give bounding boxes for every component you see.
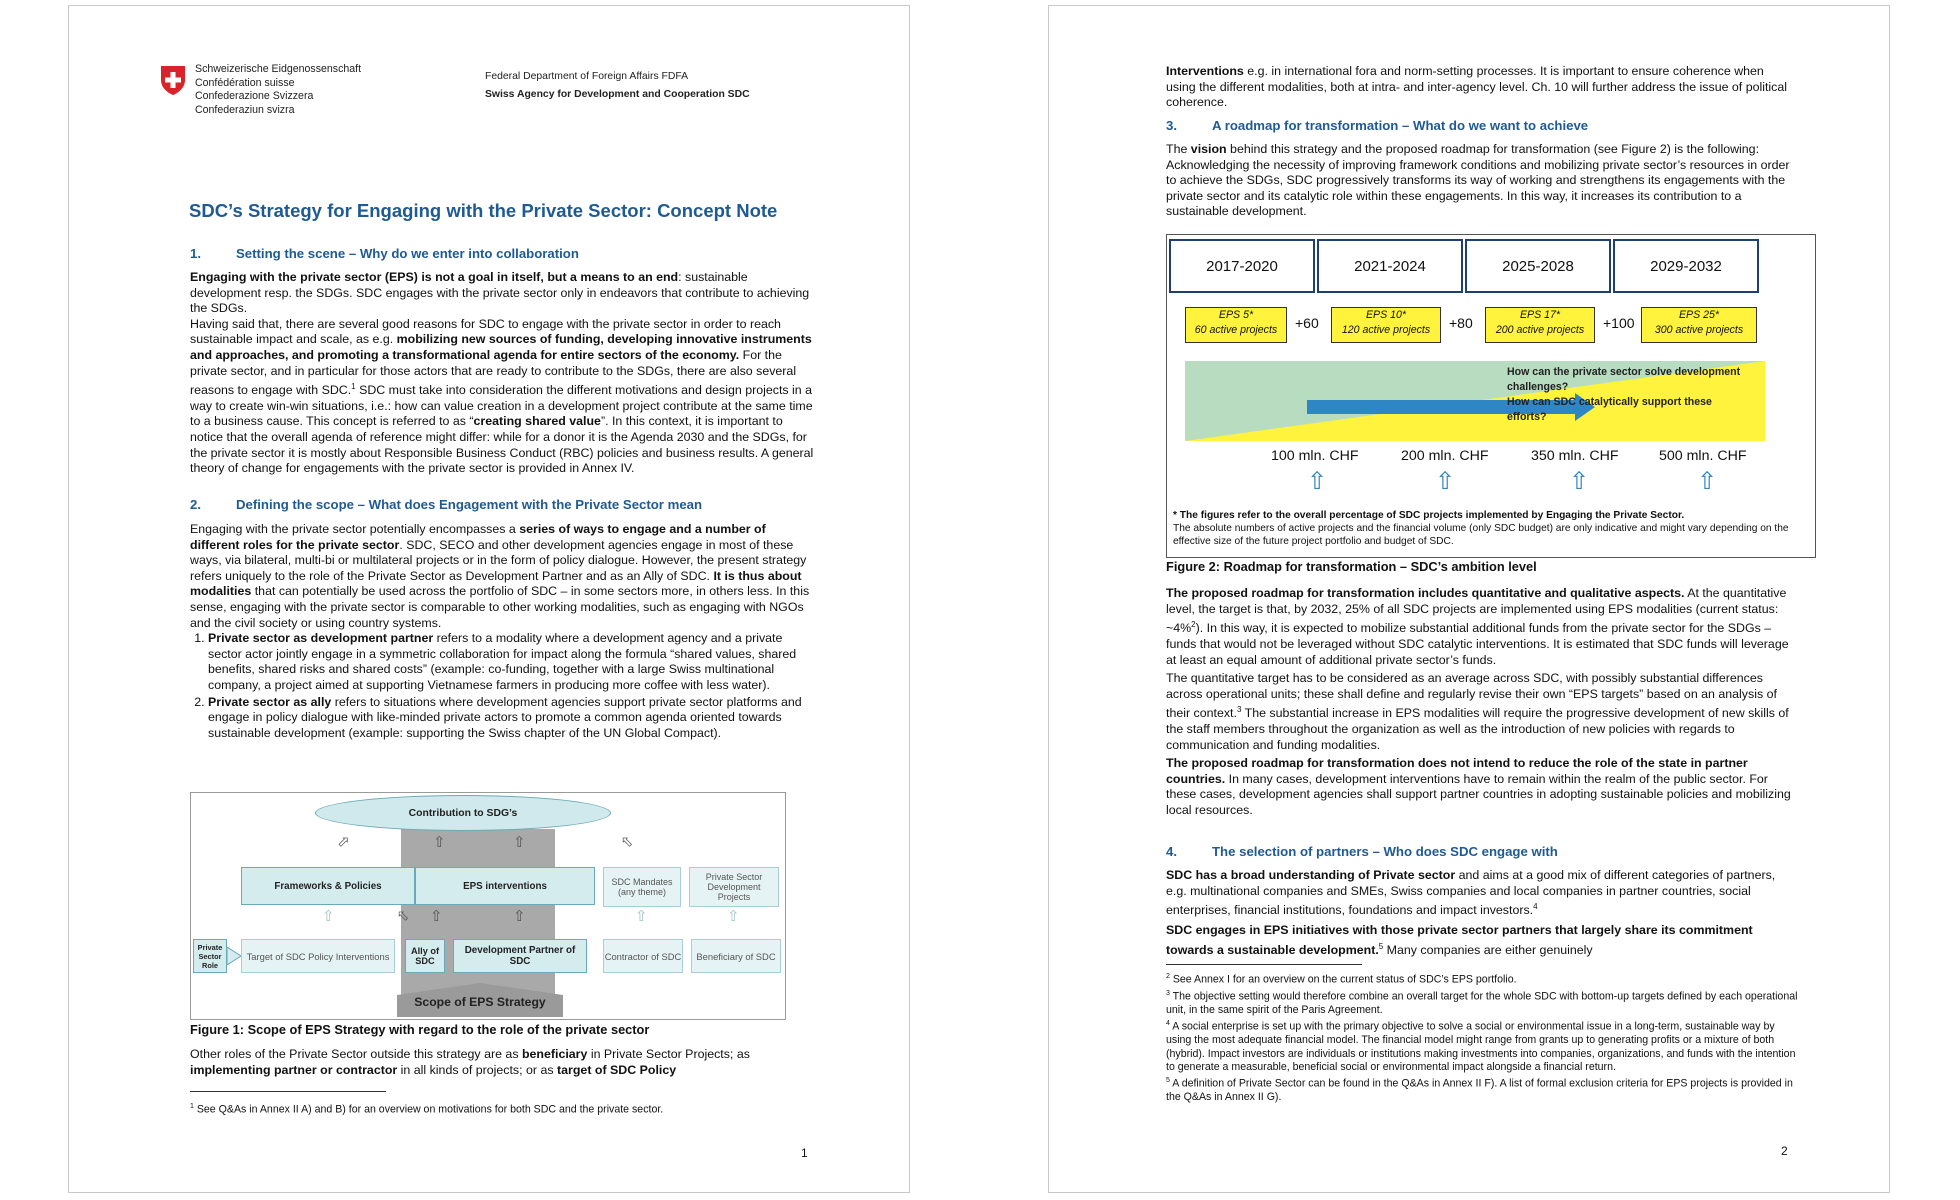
bold-text: target of SDC Policy xyxy=(557,1062,677,1077)
list-item xyxy=(208,695,814,742)
arrow-up-icon: ⇧ xyxy=(430,908,443,925)
text: The objective setting would therefore combine an overall target for the whole SDC with bottom-up targets defined by each operational unit, in the same spirit of the Paris Agreement. xyxy=(1166,990,1798,1016)
beneficiary-box: Beneficiary of SDC xyxy=(691,939,781,973)
section-title: A roadmap for transformation – What do we want to achieve xyxy=(1212,118,1589,133)
paragraph xyxy=(1166,671,1794,753)
private-sector-role-label: Private Sector Role xyxy=(193,939,227,973)
wedge-questions xyxy=(1507,365,1747,425)
budget-label: 100 mln. CHF xyxy=(1271,448,1359,464)
figure-1-caption: Figure 1: Scope of EPS Strategy with regard to the role of the private sector xyxy=(190,1022,650,1037)
development-partner-box: Development Partner of SDC xyxy=(453,939,587,973)
footnote-divider xyxy=(190,1091,386,1092)
frameworks-policies-box: Frameworks & Policies xyxy=(241,867,415,905)
document-page-2 xyxy=(1048,5,1890,1193)
eps-target-box xyxy=(1641,307,1757,343)
section-number: 3. xyxy=(1166,118,1177,133)
period-box: 2025-2028 xyxy=(1465,239,1611,293)
section-title: Defining the scope – What does Engagement with the Private Sector mean xyxy=(236,497,703,512)
footnote-ref[interactable]: 2 xyxy=(1191,620,1196,630)
increment-label: +80 xyxy=(1449,315,1473,331)
paragraph xyxy=(1166,923,1794,958)
question-sdc-support: How can SDC catalytically support these efforts? xyxy=(1507,396,1712,423)
section-3-body xyxy=(1166,142,1794,220)
logo-line: Confederazione Svizzera xyxy=(195,90,314,103)
confederation-names xyxy=(195,63,361,117)
section-number: 2. xyxy=(190,497,201,512)
contribution-ellipse: Contribution to SDG’s xyxy=(315,795,611,831)
increment-label: +100 xyxy=(1603,315,1635,331)
paragraph xyxy=(190,270,814,317)
footnote-ref[interactable]: 1 xyxy=(351,382,356,392)
page-number: 1 xyxy=(801,1146,808,1160)
figure-note: The absolute numbers of active projects and the financial volume (only SDC budget) are only indicative and might vary depending on the effective size of the future project portfolio and budget of SDC. xyxy=(1173,523,1789,547)
section-heading-4 xyxy=(1166,844,1558,859)
logo-line: Schweizerische Eidgenossenschaft xyxy=(195,63,362,75)
eps-interventions-box: EPS interventions xyxy=(415,867,595,905)
swiss-shield-icon xyxy=(159,64,187,96)
budget-label: 350 mln. CHF xyxy=(1531,448,1619,464)
footnote xyxy=(1166,970,1798,987)
text: A definition of Private Sector can be found in the Q&As in Annex II F). A list of formal exclusion criteria for EPS projects is provided in the Q&As in Annex II G). xyxy=(1166,1077,1793,1104)
budget-up-arrow-icon: ⇧ xyxy=(1697,468,1718,495)
budget-label: 200 mln. CHF xyxy=(1401,448,1489,464)
page-number: 2 xyxy=(1781,1144,1788,1158)
figure-1-diagram xyxy=(190,792,786,1020)
scope-label: Scope of EPS Strategy xyxy=(414,995,546,1009)
bold-text: Interventions xyxy=(1166,64,1244,78)
paragraph xyxy=(190,1047,814,1078)
text: The xyxy=(1166,142,1191,156)
footnote-marker: 1 xyxy=(190,1103,194,1110)
footnote-divider xyxy=(1166,964,1362,965)
eps-projects: 60 active projects xyxy=(1194,324,1278,336)
footnote-marker: 3 xyxy=(1166,989,1170,997)
eps-projects: 120 active projects xyxy=(1341,324,1431,336)
budget-up-arrow-icon: ⇧ xyxy=(1569,468,1590,495)
footnote-ref[interactable]: 5 xyxy=(1378,941,1384,951)
question-private-sector: How can the private sector solve development challenges? xyxy=(1507,366,1741,393)
agency-name: Swiss Agency for Development and Cooperation SDC xyxy=(485,89,750,100)
footnote-marker: 5 xyxy=(1166,1077,1170,1085)
text: : sustainable development resp. the SDGs. SDC engages with the private sector only in endeavors that contribute to achieving the SDGs. xyxy=(190,270,810,316)
arrow-up-icon: ⇧ xyxy=(727,908,740,925)
paragraph xyxy=(1166,756,1794,818)
bold-text: series of ways to engage and a number of different roles for the private sector xyxy=(190,522,766,552)
section-title: Setting the scene – Why do we enter into collaboration xyxy=(236,246,579,261)
bold-text: SDC engages in EPS initiatives with those private sector partners that largely share its commitment towards a sustainable development. xyxy=(1166,922,1753,957)
text: in all kinds of projects; or as xyxy=(397,1062,558,1077)
text: At the quantitative level, the target is that, by 2032, 25% of all SDC projects are implemented using EPS modalities (current status: ~4% xyxy=(1166,586,1787,636)
arrow-up-left-icon: ⇧ xyxy=(393,905,415,927)
sdc-mandates-box: SDC Mandates (any theme) xyxy=(603,867,681,907)
figure-2-notes xyxy=(1173,509,1809,548)
closing-paragraph xyxy=(190,1047,814,1078)
footnote-marker: 2 xyxy=(1166,973,1170,980)
section-heading-2 xyxy=(190,497,702,512)
paragraph xyxy=(1166,868,1794,919)
arrow-up-icon: ⇧ xyxy=(322,908,335,925)
section-2-body xyxy=(190,522,814,742)
section-number: 4. xyxy=(1166,844,1177,859)
text: in Private Sector Projects; as xyxy=(587,1047,750,1061)
increment-label: +60 xyxy=(1295,315,1319,331)
arrow-up-left-icon: ⇧ xyxy=(617,831,639,853)
ally-of-sdc-box: Ally of SDC xyxy=(405,939,445,973)
footnotes xyxy=(1166,970,1798,1105)
period-box: 2029-2032 xyxy=(1613,239,1759,293)
footnote-ref[interactable]: 3 xyxy=(1236,705,1242,715)
eps-projects: 200 active projects xyxy=(1495,324,1585,336)
footnote xyxy=(1166,987,1798,1017)
text: ). In this way, it is expected to mobilize substantial additional funds from the private sector for the SDGs – funds that would not be leveraged without SDC catalytic interventions. It is estimated that SDC funds will leverage at least an equal amount of additional private sector’s funds. xyxy=(1166,621,1789,667)
bold-text: creating shared value xyxy=(473,414,601,429)
budget-label: 500 mln. CHF xyxy=(1659,448,1747,464)
text: The quantitative target has to be considered as an average across SDC, with possibly substantial differences across operational units; these shall define and regularly revise their own “EPS targets” based on an analysis of their context. xyxy=(1166,671,1777,721)
text: See Q&As in Annex II A) and B) for an overview on motivations for both SDC and the private sector. xyxy=(193,1103,664,1116)
eps-target-box xyxy=(1485,307,1595,343)
logo-line: Confederaziun svizra xyxy=(195,103,295,116)
text: See Annex I for an overview on the current status of SDC’s EPS portfolio. xyxy=(1169,973,1517,986)
eps-level: EPS 10* xyxy=(1365,309,1407,321)
period-box: 2021-2024 xyxy=(1317,239,1463,293)
section-3-continued xyxy=(1166,586,1794,819)
logo-line: Confédération suisse xyxy=(195,76,295,89)
text: refers to a modality where a development agency and a private sector actor jointly engage in a symmetric collaboration for impact along the formula “shared values, shared benefits, shared risks and shared costs” (example: co-funding, together with a large Swiss multinational company, a project aimed at supporting Vietnamese farmers in producing more coffee with less water). xyxy=(208,631,797,692)
text: refers to situations where development agencies support private sector platforms and engage in policy dialogue with like-minded private actors to promote a common agenda oriented towards sustainable development (example: supporting the Swiss chapter of the UN Global Compact). xyxy=(208,694,802,740)
figure-2-caption: Figure 2: Roadmap for transformation – SDC’s ambition level xyxy=(1166,559,1537,574)
paragraph xyxy=(190,522,814,631)
arrow-up-icon: ⇧ xyxy=(433,834,446,851)
department-header xyxy=(485,68,750,104)
period-box: 2017-2020 xyxy=(1169,239,1315,293)
eps-level: EPS 25* xyxy=(1678,309,1720,321)
list-item xyxy=(208,631,814,693)
bold-text: Private sector as ally xyxy=(208,694,332,709)
text: SDC must take into consideration the different motivations and design projects in a way to create win-win situations, i.e.: how can value creation in a development project contribute at the same time to a business cause. This concept is referred to as “ xyxy=(190,383,813,429)
paragraph xyxy=(190,317,814,477)
text: The substantial increase in EPS modalities will require the progressive development of new skills of the staff members throughout the organization as well as the introduction of new policies with regards to communication and funding modalities. xyxy=(1166,706,1789,752)
text: A social enterprise is set up with the primary objective to solve a social or environmental issue in a long-term, sustainable way by using the most adequate financial model. The financial model might range from grants up to generating profits or a mixture of both (hybrid). Impact investors are individuals or institutions making investments into companies, organizations, and funds with the intention to generate a measurable, beneficial social or environmental impact alongside a financial return. xyxy=(1166,1020,1796,1074)
budget-up-arrow-icon: ⇧ xyxy=(1307,468,1328,495)
eps-target-box xyxy=(1185,307,1287,343)
section-1-body xyxy=(190,270,814,477)
arrow-up-icon: ⇧ xyxy=(635,908,648,925)
footnote-ref[interactable]: 4 xyxy=(1533,902,1538,912)
arrow-up-icon: ⇧ xyxy=(513,834,526,851)
text: Having said that, there are several good reasons for SDC to engage with the private sector in order to reach sustainable impact and scale, as e.g. xyxy=(190,316,781,347)
text: In many cases, development interventions have to remain within the realm of the public sector. For these cases, development agencies shall support partner countries in adopting sustainable policies and mobilizing local resources. xyxy=(1166,771,1791,817)
footnote-1 xyxy=(190,1100,814,1117)
section-title: The selection of partners – Who does SDC engage with xyxy=(1212,844,1558,859)
text: . SDC, SECO and other development agencies engage in most of these ways, via bilateral, multi-bi or multilateral projects or in the form of policy dialogue. However, the present strategy refers uniquely to the role of the Private Sector as Development Partner and as an Ally of SDC. xyxy=(190,537,807,583)
target-policy-box: Target of SDC Policy Interventions xyxy=(241,939,395,973)
bold-text: vision xyxy=(1190,142,1227,156)
text: Engaging with the private sector potentially encompasses a xyxy=(190,522,520,536)
bold-text: implementing partner or contractor xyxy=(190,1062,398,1077)
figure-2-roadmap xyxy=(1166,234,1816,558)
section-heading-3 xyxy=(1166,118,1588,133)
text: Many companies are either genuinely xyxy=(1383,942,1593,957)
role-list xyxy=(190,631,814,741)
bold-text: SDC has a broad understanding of Private sector xyxy=(1166,868,1456,882)
eps-projects: 300 active projects xyxy=(1654,324,1744,336)
text: Other roles of the Private Sector outside this strategy are as xyxy=(190,1047,522,1061)
department-name: Federal Department of Foreign Affairs FDFA xyxy=(485,71,689,82)
bold-text: The proposed roadmap for transformation includes quantitative and qualitative aspects. xyxy=(1166,586,1685,600)
text: For the private sector, and in particular for those actors that are ready to contribute to the SDGs, there are also several reasons to engage with SDC. xyxy=(190,347,797,398)
text: that can potentially be used across the portfolio of SDC – in some sectors more, in others less. In this sense, engaging with the private sector is comparable to other working modalities, such as engaging with NGOs and the civil society or using country systems. xyxy=(190,584,810,630)
arrow-up-right-icon: ⇧ xyxy=(332,831,354,853)
footnote xyxy=(1166,1074,1798,1104)
page-title: SDC’s Strategy for Engaging with the Private Sector: Concept Note xyxy=(189,200,778,221)
bold-text: beneficiary xyxy=(521,1047,588,1061)
eps-target-box xyxy=(1331,307,1441,343)
figure-note: * The figures refer to the overall percentage of SDC projects implemented by Engaging the Private Sector. xyxy=(1173,510,1685,521)
section-4-body xyxy=(1166,868,1794,958)
document-page-1 xyxy=(68,5,910,1193)
footnote xyxy=(1166,1017,1798,1074)
eps-level: EPS 5* xyxy=(1218,309,1254,321)
private-sector-development-projects-box: Private Sector Development Projects xyxy=(689,867,779,907)
bold-text: Private sector as development partner xyxy=(208,631,434,646)
text: and aims at a good mix of different categories of partners, e.g. multinational companies and SMEs, Swiss companies and local companies in partner countries, social enterprises, financial institutions, foundations and impact investors. xyxy=(1166,868,1776,918)
section-number: 1. xyxy=(190,246,201,261)
eps-level: EPS 17* xyxy=(1519,309,1561,321)
arrow-up-icon: ⇧ xyxy=(513,908,526,925)
bold-text: mobilizing new sources of funding, developing innovative instruments and approaches, and promoting a transformational agenda for entire sectors of the economy. xyxy=(190,332,812,362)
text: behind this strategy and the proposed roadmap for transformation (see Figure 2) is the following: Acknowledging the necessity of improving framework conditions and mobilizing private sector’s resources in order to achieve the SDGs, SDC progressively transforms its way of working and strengthens its engagements with the private sector and its catalytic role within these engagements. In this way, it increases its contribution to a sustainable development. xyxy=(1166,142,1790,219)
paragraph xyxy=(1166,586,1794,668)
budget-up-arrow-icon: ⇧ xyxy=(1435,468,1456,495)
bold-text: Engaging with the private sector (EPS) is not a goal in itself, but a means to an end xyxy=(190,270,679,284)
arrow-right-icon xyxy=(227,947,241,965)
bold-text: It is thus about modalities xyxy=(190,568,802,599)
continued-paragraph xyxy=(1166,64,1794,111)
section-heading-1 xyxy=(190,246,579,261)
paragraph xyxy=(1166,64,1794,111)
text: e.g. in international fora and norm-setting processes. It is important to ensure coherence when using the different modalities, both at intra- and inter-agency level. Ch. 10 will further address the issue of political coherence. xyxy=(1166,64,1788,110)
bold-text: The proposed roadmap for transformation does not intend to reduce the role of the state in partner countries. xyxy=(1166,756,1748,786)
footnote-marker: 4 xyxy=(1166,1020,1170,1028)
paragraph xyxy=(1166,142,1794,220)
text: ”. In this context, it is important to notice that the overall agenda of reference might differ: while for a donor it is the Agenda 2030 and the SDGs, for the private sector it is mostly about Responsible Business Conduct (RBC) policies and business results. A general theory of change for engagements with the private sector is provided in Annex IV. xyxy=(190,414,814,476)
contractor-box: Contractor of SDC xyxy=(603,939,683,973)
